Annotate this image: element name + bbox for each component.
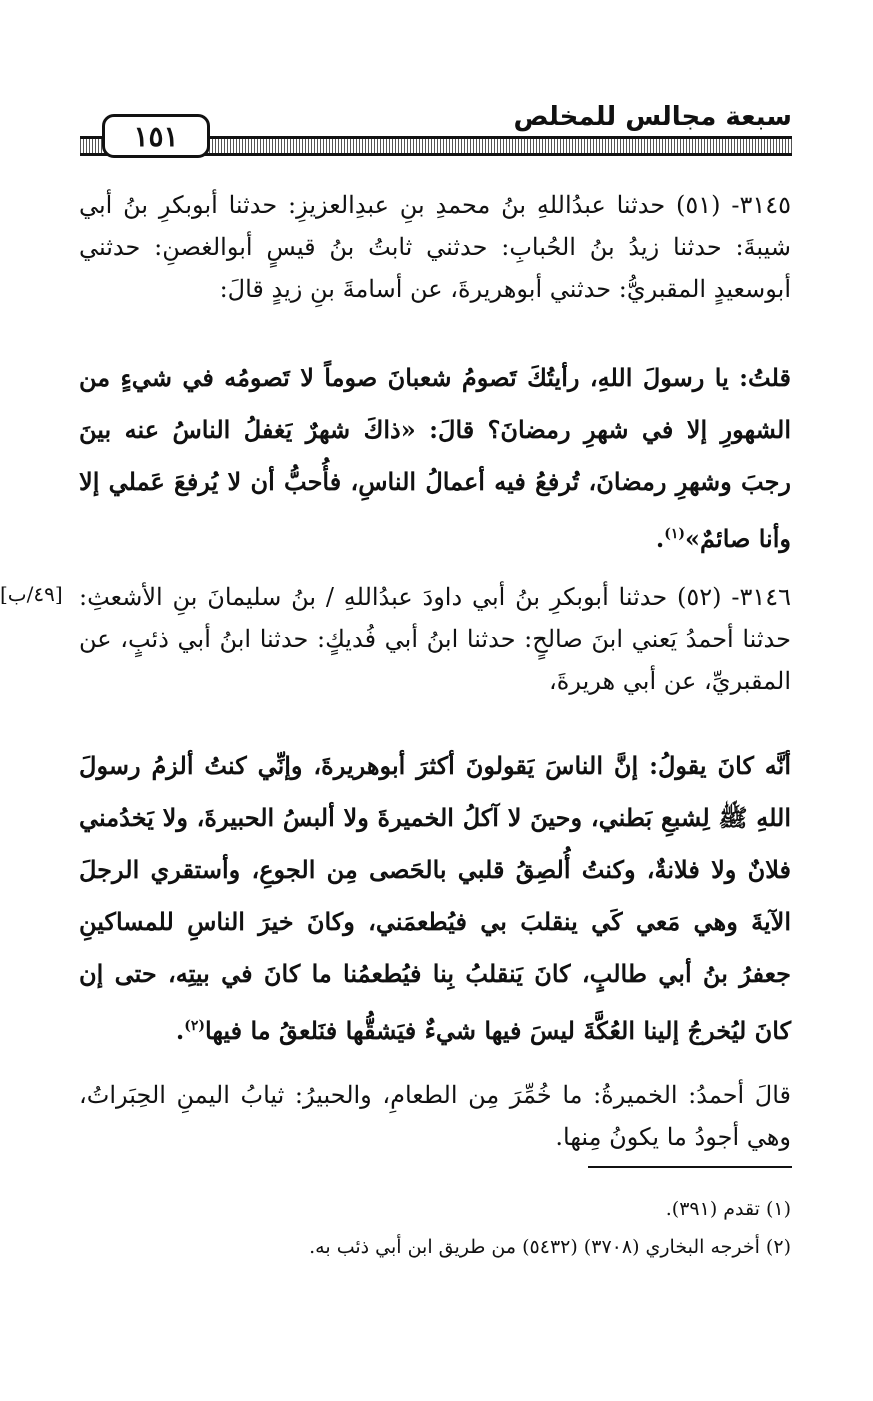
book-title: سبعة مجالس للمخلص [513,102,792,132]
footnote-2: (٢) أخرجه البخاري (٣٧٠٨) (٥٤٣٢) من طريق ابن أبي ذئب به. [309,1236,791,1258]
hadith-matn-3146-text: أنَّه كانَ يقولُ: إنَّ الناسَ يَقولونَ أكثرَ أبوهريرةَ، وإنِّي كنتُ ألزمُ رسولَ اللهِ ﷺ لِشبعِ بَطني، وحينَ لا آكلُ الخميرةَ ولا ألبسُ الحبيرةَ، ولا يَخدُمني فلانٌ ولا فلانةٌ، وكنتُ أُلصِقُ قلبي بالحَصى مِن الجوعِ، وأستقري الرجلَ الآيةَ وهي مَعي كَي ينقلبَ بي فيُطعمَني، وكانَ خيرَ الناسِ للمساكينِ جعفرُ بنُ أبي طالبٍ، كانَ يَنقلبُ بِنا فيُطعمُنا ما كانَ في بيتِه، حتى إن كانَ ليُخرجُ إلينا العُكَّةَ ليسَ فيها شيءٌ فيَشقُّها فنَلعقُ ما فيها [79,751,792,1045]
page-header [80,96,792,158]
commentary-ahmad: قالَ أحمدُ: الخميرةُ: ما خُمِّرَ مِن الطعامِ، والحبيرُ: ثيابُ اليمنِ الحِبَراتُ، وهي أجودُ ما يكونُ مِنها. [79,1081,791,1151]
hadith-matn-3146: أنَّه كانَ يقولُ: إنَّ الناسَ يَقولونَ أكثرَ أبوهريرةَ، وإنِّي كنتُ ألزمُ رسولَ اللهِ ﷺ لِشبعِ بَطني، وحينَ لا آكلُ الخميرةَ ولا ألبسُ الحبيرةَ، ولا يَخدُمني فلانٌ ولا فلانةٌ، وكنتُ أُلصِقُ قلبي بالحَصى مِن الجوعِ، وأستقري الرجلَ الآيةَ وهي مَعي كَي ينقلبَ بي فيُطعمَني، وكانَ خيرَ الناسِ للمساكينِ جعفرُ بنُ أبي طالبٍ، كانَ يَنقلبُ بِنا فيُطعمُنا ما كانَ في بيتِه، حتى إن كانَ ليُخرجُ إلينا العُكَّةَ ليسَ فيها شيءٌ فيَشقُّها فنَلعقُ ما فيها$^{(٢)}$. [79,751,792,1045]
footnote-ref-2: (٢) [184,1018,206,1034]
hadith-matn-3145: قلتُ: يا رسولَ اللهِ، رأيتُكَ تَصومُ شعبانَ صوماً لا تَصومُه في شيءٍ من الشهورِ إلا في شهرِ رمضانَ؟ قالَ: «ذاكَ شهرٌ يَغفلُ الناسُ عنه بينَ رجبَ وشهرِ رمضانَ، تُرفعُ فيه أعمالُ الناسِ، فأُحبُّ أن لا يُرفعَ عَملي إلا وأنا صائمٌ»$^{(١)}$. [79,363,791,553]
hadith-isnad-3146: ٣١٤٦- (٥٢) حدثنا أبوبكرِ بنُ أبي داودَ عبدُاللهِ / بنُ سليمانَ بنِ الأشعثِ: حدثنا أحمدُ يَعني ابنَ صالحٍ: حدثنا ابنُ أبي فُديكٍ: حدثنا ابنُ أبي ذئبٍ، عن المقبريِّ، عن أبي هريرةَ، [79,583,792,695]
page-number: ١٥١ [102,114,210,158]
footnote-divider [588,1166,792,1168]
margin-folio-note: [٤٩/ب] [0,582,63,606]
hadith-matn-3145-text: قلتُ: يا رسولَ اللهِ، رأيتُكَ تَصومُ شعبانَ صوماً لا تَصومُه في شيءٍ من الشهورِ إلا في شهرِ رمضانَ؟ قالَ: «ذاكَ شهرٌ يَغفلُ الناسُ عنه بينَ رجبَ وشهرِ رمضانَ، تُرفعُ فيه أعمالُ الناسِ، فأُحبُّ أن لا يُرفعَ عَملي إلا وأنا صائمٌ» [79,363,791,553]
footnote-ref-1: (١) [664,526,686,542]
footnote-1: (١) تقدم (٣٩١). [665,1198,791,1220]
hadith-isnad-3145: ٣١٤٥- (٥١) حدثنا عبدُاللهِ بنُ محمدِ بنِ عبدِالعزيزِ: حدثنا أبوبكرِ بنُ أبي شيبةَ: حدثنا زيدُ بنُ الحُبابِ: حدثني ثابتُ بنُ قيسٍ أبوالغصنِ: حدثني أبوسعيدٍ المقبريُّ: حدثني أبوهريرةَ، عن أسامةَ بنِ زيدٍ قالَ: [79,191,791,303]
